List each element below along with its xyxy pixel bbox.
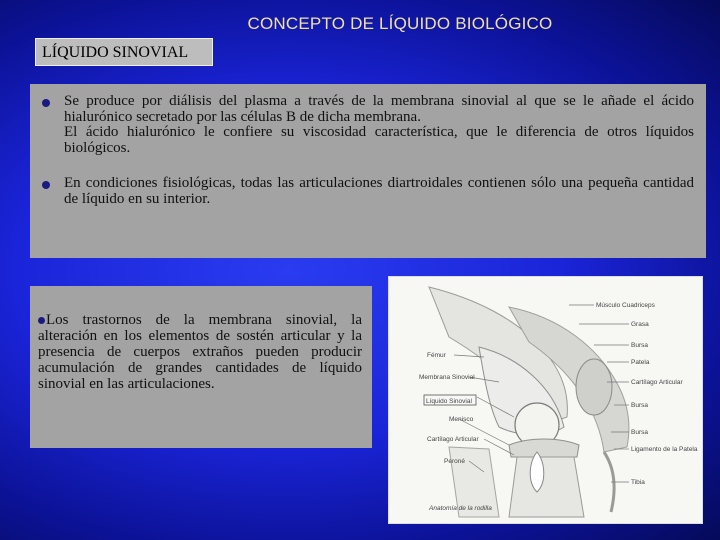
bullet-icon [38,317,45,324]
figure-caption: Anatomía de la rodilla [429,505,492,512]
bullet-icon [42,94,64,156]
info-panel-bottom [30,286,372,448]
label-right: Cartílago Articular [631,379,683,386]
label-right: Ligamento de la Patela [631,446,698,453]
label-left: Membrana Sinovial [419,374,475,381]
label-right: Músculo Cuadriceps [596,302,655,309]
info-panel-top [30,84,706,258]
label-right: Bursa [631,342,648,349]
knee-diagram [389,277,702,523]
bullet-icon [42,176,64,207]
section-subtitle: LÍQUIDO SINOVIAL [35,38,213,66]
bullet-item [42,176,694,207]
label-left: Líquido Sinovial [426,398,472,405]
label-left: Menisco [449,416,474,423]
label-right: Tibia [631,479,645,486]
label-left: Peroné [444,458,465,465]
bullet-item [42,94,694,156]
label-left: Cartílago Articular [427,436,479,443]
label-right: Patela [631,359,650,366]
label-right: Grasa [631,321,649,328]
bullet-text: En condiciones fisiológicas, todas las articulaciones diartroidales contienen sólo una pequeña cantidad de líquido en su interior. [64,175,694,207]
label-right: Bursa [631,429,648,436]
panel-text: Los trastornos de la membrana sinovial, la alteración en los elementos de sostén articular y la presencia de cuerpos extraños pueden producir acumulación de grandes cantidades de líquido sinovial en las articulaciones. [38,312,362,392]
label-right: Bursa [631,402,648,409]
slide-title: CONCEPTO DE LÍQUIDO BIOLÓGICO [247,14,553,33]
bullet-text: El ácido hialurónico le confiere su viscosidad característica, que le diferencia de otros líquidos biológicos. [64,124,694,156]
label-left: Fémur [427,352,446,359]
knee-anatomy-figure [388,276,703,524]
bullet-text: Se produce por diálisis del plasma a través de la membrana sinovial al que se le añade el ácido hialurónico secretado por las células B de dicha membrana. [64,93,694,125]
